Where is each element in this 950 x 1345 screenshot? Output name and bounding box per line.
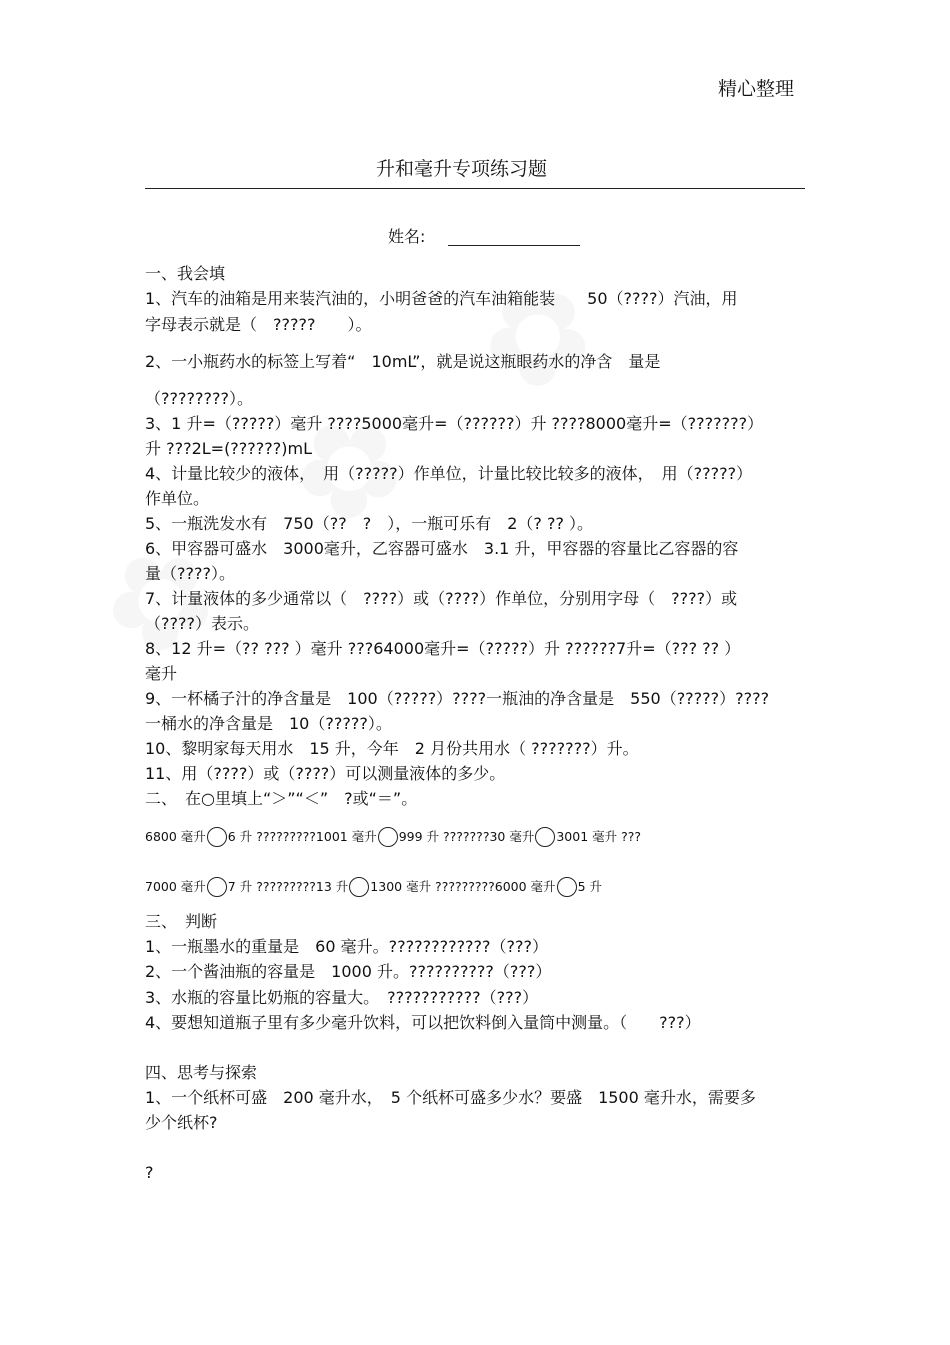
title-divider xyxy=(145,188,805,189)
section-1-heading: 一、我会填 xyxy=(145,264,226,283)
question-3-line-1: 3、1 升=（?????）毫升 ????5000毫升=（??????）升 ????8000毫升=（???????） xyxy=(145,414,764,433)
judge-1: 1、一瓶墨水的重量是 60 毫升。????????????（???） xyxy=(145,937,549,956)
compare-text: 7000 毫升 xyxy=(145,879,206,894)
compare-circle[interactable] xyxy=(207,827,227,847)
explore-1-answer: ? xyxy=(145,1163,154,1182)
compare-row-2 xyxy=(145,877,602,897)
compare-text: 1300 毫升 ?????????6000 毫升 xyxy=(370,879,556,894)
question-7-line-1: 7、计量液体的多少通常以（ ????）或（????）作单位，分别用字母（ ????）或 xyxy=(145,589,738,608)
compare-circle[interactable] xyxy=(378,827,398,847)
compare-text: 6 升 ?????????1001 毫升 xyxy=(227,829,377,844)
question-8-line-2: 毫升 xyxy=(145,664,178,683)
question-6-line-2: 量（????）。 xyxy=(145,564,235,583)
question-5: 5、一瓶洗发水有 750（?? ? ），一瓶可乐有 2（? ?? ）。 xyxy=(145,514,594,533)
question-4-line-2: 作单位。 xyxy=(145,489,210,508)
section-4-heading: 四、思考与探索 xyxy=(145,1063,258,1082)
judge-2: 2、一个酱油瓶的容量是 1000 升。??????????（???） xyxy=(145,962,552,981)
name-label: 姓名: xyxy=(388,227,426,246)
question-11: 11、用（????）或（????）可以测量液体的多少。 xyxy=(145,764,506,783)
explore-1-line-1: 1、一个纸杯可盛 200 毫升水， 5 个纸杯可盛多少水？要盛 1500 毫升水，需要多 xyxy=(145,1088,756,1107)
compare-text: 5 升 xyxy=(577,879,602,894)
section-3-heading: 三、 判断 xyxy=(145,912,218,931)
question-10: 10、黎明家每天用水 15 升，今年 2 月份共用水（ ???????）升。 xyxy=(145,739,639,758)
question-4-line-1: 4、计量比较少的液体， 用（?????）作单位，计量比较比较多的液体， 用（?????） xyxy=(145,464,753,483)
compare-text: 999 升 ???????30 毫升 xyxy=(398,829,535,844)
judge-4: 4、要想知道瓶子里有多少毫升饮料，可以把饮料倒入量筒中测量。（ ???） xyxy=(145,1013,701,1032)
name-field[interactable] xyxy=(448,245,580,246)
question-6-line-1: 6、甲容器可盛水 3000毫升，乙容器可盛水 3.1 升，甲容器的容量比乙容器的容 xyxy=(145,539,739,558)
section-2-heading: 二、 在○里填上“＞”“＜” ?或“＝”。 xyxy=(145,789,418,808)
judge-3: 3、水瓶的容量比奶瓶的容量大。 ???????????（???） xyxy=(145,988,539,1007)
compare-text: 7 升 ?????????13 升 xyxy=(227,879,349,894)
compare-circle[interactable] xyxy=(557,877,577,897)
corner-label: 精心整理 xyxy=(718,78,795,100)
compare-text: 6800 毫升 xyxy=(145,829,206,844)
question-3-line-2: 升 ???2L=(??????)mL xyxy=(145,439,313,458)
page-title: 升和毫升专项练习题 xyxy=(376,158,548,180)
question-2-line-2: （????????）。 xyxy=(145,389,253,408)
explore-1-line-2: 少个纸杯? xyxy=(145,1113,218,1132)
compare-circle[interactable] xyxy=(535,827,555,847)
compare-circle[interactable] xyxy=(349,877,369,897)
compare-circle[interactable] xyxy=(207,877,227,897)
question-8-line-1: 8、12 升=（?? ??? ）毫升 ???64000毫升=（?????）升 ??????7升=（??? ?? ） xyxy=(145,639,741,658)
question-2-line-1: 2、一小瓶药水的标签上写着“ 10mL”，就是说这瓶眼药水的净含 量是 xyxy=(145,352,661,371)
compare-row-1 xyxy=(145,827,641,847)
question-9-line-1: 9、一杯橘子汁的净含量是 100（?????）????一瓶油的净含量是 550（?????）???? xyxy=(145,689,770,708)
question-1-line-1: 1、汽车的油箱是用来装汽油的，小明爸爸的汽车油箱能装 50（????）汽油，用 xyxy=(145,289,738,308)
question-1-line-2: 字母表示就是（ ????? ）。 xyxy=(145,315,372,334)
question-7-line-2: （????）表示。 xyxy=(145,614,259,633)
question-9-line-2: 一桶水的净含量是 10（?????）。 xyxy=(145,714,392,733)
compare-text: 3001 毫升 ??? xyxy=(556,829,642,844)
